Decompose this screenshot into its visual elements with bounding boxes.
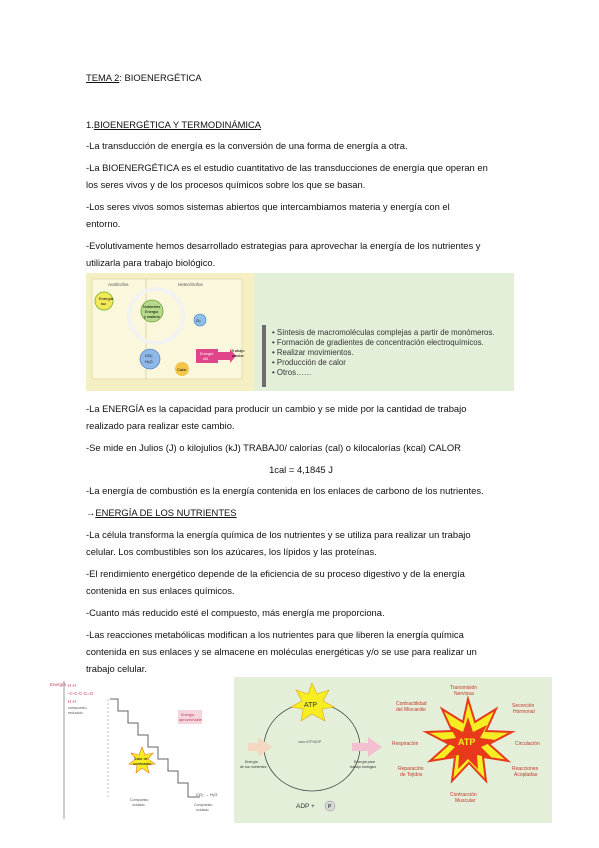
section-2-heading	[86, 504, 516, 521]
circulacion-label: Circulación	[515, 741, 540, 747]
energia-luz-label-2: luz	[101, 301, 107, 306]
energia-luz-label-1: Energía	[99, 296, 114, 301]
reacciones-2: Acopladas	[514, 772, 538, 778]
section-1-heading	[86, 116, 516, 133]
paragraph-celula-2: celular. Los combustibles son los azúcares, los lípidos y las proteínas.	[86, 546, 377, 557]
bullet-3: • Realizar movimientos.	[272, 348, 354, 357]
compuesto-reducido-2: reducido	[68, 711, 83, 715]
co2-h2o-bottom: CO₂ → H₂O	[196, 792, 218, 797]
bullet-2-text: Formación de gradientes de concentración electroquímicos.	[276, 338, 484, 347]
compuesto-oxidado-2: oxidado	[196, 808, 209, 812]
compuesto-oxidado-left-1: Compuesto	[130, 798, 149, 802]
bullet-4-text: Producción de calor	[276, 358, 346, 367]
nutrientes-label-1: Nutrientes	[143, 305, 161, 309]
section-2-arrow: →	[86, 507, 96, 518]
adp-label: ADP +	[296, 803, 315, 810]
paragraph-sistemas-1: -Los seres vivos somos sistemas abiertos que intercambiamos materia y energía con el	[86, 201, 450, 212]
bullet-1-text: Síntesis de macromoléculas complejas a partir de monómeros.	[276, 328, 495, 337]
o2-label: O₂	[196, 318, 201, 323]
co2-label-2: H₂O	[145, 359, 153, 364]
secrecion-2: Hormonal	[513, 709, 535, 715]
figure-atp-energy	[50, 677, 552, 823]
calor-label: Calor	[177, 367, 187, 372]
tema-heading	[86, 69, 516, 86]
heterotrofos-label: Heterótrofos	[178, 282, 203, 287]
figure-energy-flow-svg	[86, 273, 514, 391]
calor-combustion-1: Calor de	[134, 757, 148, 761]
compuesto-oxidado-1: Compuesto	[194, 803, 213, 807]
energia-aprov-2: aprovechable	[179, 718, 202, 722]
tema-label: TEMA 2	[86, 72, 120, 83]
autotrofos-label: Autótrofos	[108, 282, 129, 287]
paragraph-combustion: -La energía de combustión es la energía contenida en los enlaces de carbono de los nutrientes.	[86, 485, 484, 496]
nutrientes-label-3: y materia	[144, 315, 160, 319]
trabajo-label-2: celular	[232, 353, 244, 358]
bullet-4: • Producción de calor	[272, 358, 346, 367]
ciclo-atp-label: ciclo ATP/ADP	[298, 740, 322, 744]
section-1-number: 1.	[86, 119, 94, 130]
contractilidad-2: del Miocardio	[396, 707, 426, 713]
contraccion-2: Muscular	[455, 798, 476, 804]
contractilidad-1: Contractilidad	[396, 701, 427, 707]
atp-label: ATP	[304, 702, 318, 709]
reparacion-1: Reparación	[398, 766, 424, 772]
energia-nutrientes-2: de los nutrientes	[240, 765, 267, 769]
paragraph-rendimiento-2: contenida en sus enlaces químicos.	[86, 585, 235, 596]
bullet-2: • Formación de gradientes de concentración electroquímicos.	[272, 338, 484, 347]
energia-util-label-1: Energía	[200, 352, 214, 356]
energia-axis-label: Energía	[50, 682, 66, 687]
transmision-2: Nerviosa	[454, 691, 474, 697]
paragraph-celula-1: -La célula transforma la energía química de los nutrientes y se utiliza para realizar un trabajo	[86, 529, 471, 540]
reacciones-1: Reacciones	[512, 766, 539, 772]
paragraph-sistemas-2: entorno.	[86, 218, 121, 229]
section-2-title: ENERGÍA DE LOS NUTRIENTES	[95, 507, 237, 518]
paragraph-reacciones-2: contenida en sus enlaces y se almacene en moléculas energéticas y/o se use para realizar un	[86, 646, 477, 657]
section-1-title: BIOENERGÉTICA Y TERMODINÁMICA	[93, 119, 262, 130]
co2-label-1: CO₂	[145, 353, 153, 358]
calor-combustion-2: combustión	[133, 762, 152, 766]
bullet-5: • Otros……	[272, 368, 312, 377]
molecule-top: H H	[68, 683, 76, 688]
equation-cal-joule: 1cal = 4,1845 J	[269, 464, 333, 475]
contraccion-1: Contracción	[450, 792, 477, 798]
paragraph-energia-1: -La ENERGÍA es la capacidad para producir un cambio y se mide por la cantidad de trabajo	[86, 403, 467, 414]
energia-trabajo-1: Energía para	[354, 760, 375, 764]
figure-atp-energy-svg	[50, 677, 552, 823]
paragraph-unidades: -Se mide en Julios (J) o kilojulios (kJ) TRABAJ0/ calorías (cal) o kilocalorías (kcal) CALOR	[86, 442, 461, 453]
energia-trabajo-2: trabajo biológico	[350, 765, 377, 769]
paragraph-rendimiento-1: -El rendimiento energético depende de la eficiencia de su proceso digestivo y de la energía	[86, 568, 465, 579]
paragraph-transduccion: -La transducción de energía es la conversión de una forma de energía a otra.	[86, 140, 408, 151]
bullet-1: • Síntesis de macromoléculas complejas a partir de monómeros.	[272, 328, 495, 337]
molecule-bottom: H H	[68, 699, 76, 704]
paragraph-bioenergetica-1: -La BIOENERGÉTICA es el estudio cuantitativo de las transducciones de energía que operan en	[86, 162, 488, 173]
figure-energy-flow	[86, 273, 514, 391]
paragraph-reacciones-3: trabajo celular.	[86, 663, 147, 674]
paragraph-evolutivamente-2: utilizarla para trabajo biológico.	[86, 257, 216, 268]
bullet-5-text: Otros……	[276, 368, 312, 377]
molecule-mid: -C-C-C-C=O	[68, 691, 94, 696]
paragraph-bioenergetica-2: los seres vivos y de los procesos químicos sobre los que se basan.	[86, 179, 366, 190]
bullet-3-text: Realizar movimientos.	[276, 348, 354, 357]
reparacion-2: de Tejidos	[400, 772, 423, 778]
tema-name: : BIOENERGÉTICA	[119, 72, 202, 83]
energia-nutrientes-1: Energía	[245, 760, 258, 764]
transmision-1: Transmisión	[450, 685, 478, 691]
paragraph-reacciones-1: -Las reacciones metabólicas modifican a los nutrientes para que liberen la energía química	[86, 629, 464, 640]
paragraph-reducido: -Cuanto más reducido esté el compuesto, más energía me proporciona.	[86, 607, 385, 618]
phosphate-label: P	[328, 804, 332, 810]
trabajo-label-1: Trabajo	[231, 348, 245, 353]
compuesto-reducido-1: compuesto	[68, 706, 87, 710]
paragraph-evolutivamente-1: -Evolutivamente hemos desarrollado estrategias para aprovechar la energía de los nutrientes y	[86, 240, 481, 251]
nutrientes-label-2: Energía	[145, 310, 159, 314]
respiracion-label: Respiración	[392, 741, 419, 747]
secrecion-1: Secreción	[512, 703, 535, 709]
compuesto-oxidado-left-2: oxidado	[132, 803, 145, 807]
paragraph-energia-2: realizado para realizar este cambio.	[86, 420, 235, 431]
atp-star-label: ATP	[458, 737, 476, 747]
energia-aprov-1: Energía	[181, 713, 195, 717]
energia-util-label-2: útil	[203, 357, 208, 361]
